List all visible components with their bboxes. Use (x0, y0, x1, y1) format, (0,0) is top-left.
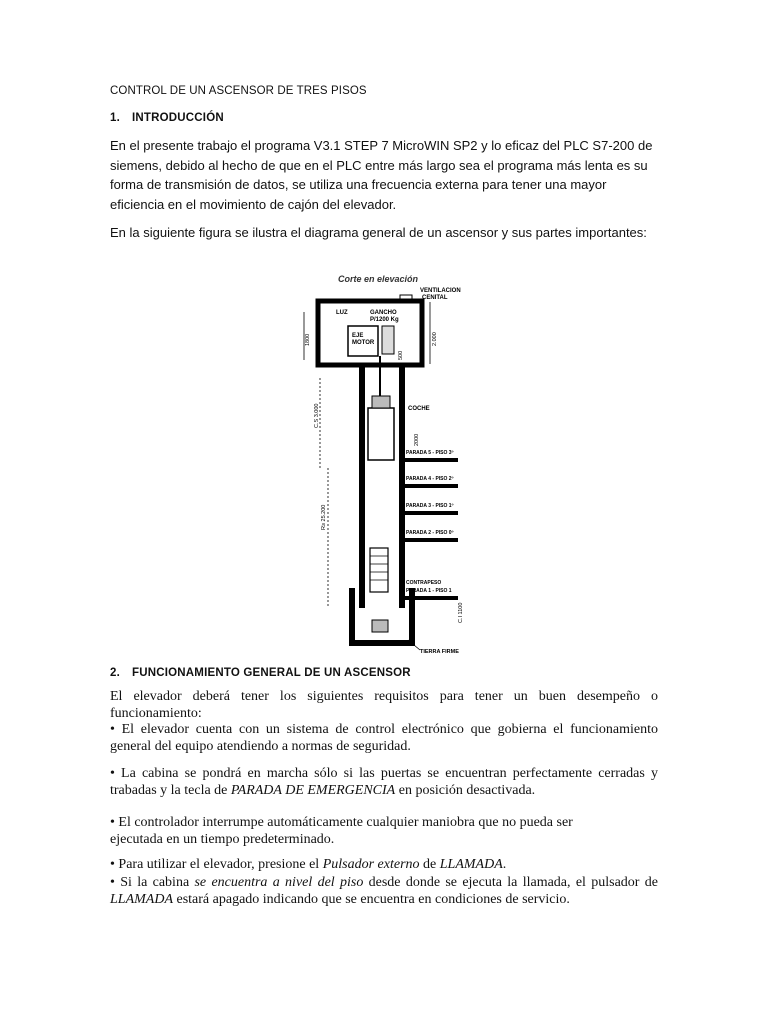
bullet-3: • El controlador interrumpe automáticamente cualquier maniobra que no pueda ser ejecutada en un tiempo predeterminado. (110, 815, 573, 847)
bullet-4-em1: Pulsador externo (322, 857, 420, 872)
label-parada1: PARADA 1 - PISO 1 (406, 588, 452, 594)
document-title: CONTROL DE UN ASCENSOR DE TRES PISOS (110, 85, 367, 97)
section1-heading-text: INTRODUCCIÓN (132, 112, 224, 124)
bullet-5-em1: se encuentra a nivel del piso (194, 875, 364, 890)
section2-intro: El elevador deberá tener los siguientes requisitos para tener un buen desempeño o funcionamiento: (110, 689, 658, 721)
bullet-4-c: . (502, 857, 507, 872)
label-coche: COCHE (408, 406, 430, 412)
dim-ci: C.I 1100 (458, 602, 464, 623)
bullet-4-a: • Para utilizar el elevador, presione el (110, 857, 323, 872)
section2-number: 2. (110, 667, 120, 679)
car (368, 408, 394, 460)
bullet-4-em2: LLAMADA (439, 857, 503, 872)
bullet-2 (110, 766, 658, 799)
label-ventilacion: VENTILACION (420, 288, 461, 294)
label-cenital: CENITAL (422, 295, 448, 301)
label-parada2: PARADA 2 - PISO 0º (406, 530, 454, 536)
label-parada4: PARADA 4 - PISO 2º (406, 476, 454, 482)
dim-500: 500 (398, 350, 404, 360)
elevator-diagram (298, 268, 470, 658)
bullet-5-b: desde donde se ejecuta la llamada, el pulsador de (363, 875, 658, 890)
bullet-4 (110, 857, 658, 874)
label-gancho-cap: P/1200 Kg (370, 317, 399, 323)
dim-rr: R≥ 25.200 (321, 504, 327, 530)
bullet-2-em: PARADA DE EMERGENCIA (230, 782, 396, 798)
label-parada3: PARADA 3 - PISO 1º (406, 503, 454, 509)
bullet-5 (110, 875, 658, 908)
section2-heading (110, 667, 411, 679)
label-gancho: GANCHO (370, 310, 397, 316)
bullet-1: • El elevador cuenta con un sistema de control electrónico que gobierna el funcionamiento general del equipo atendiendo a normas de seguridad. (110, 722, 658, 754)
bullet-4-b: de (419, 857, 440, 872)
label-contrapeso: CONTRAPESO (406, 580, 442, 586)
dim-1800: 1800 (305, 333, 311, 346)
section1-number: 1. (110, 112, 120, 124)
section2-heading-text: FUNCIONAMIENTO GENERAL DE UN ASCENSOR (132, 667, 411, 679)
label-luz: LUZ (336, 310, 348, 316)
label-parada5: PARADA 5 - PISO 3º (406, 450, 454, 456)
dim-2000-car: 2000 (414, 433, 420, 446)
figure-title: Corte en elevación (338, 274, 419, 284)
elevator-diagram-svg (298, 268, 470, 658)
bullet-5-em2: LLAMADA (110, 891, 173, 907)
bullet-5-c: estará apagado indicando que se encuentra en condiciones de servicio. (173, 891, 570, 907)
label-motor: MOTOR (352, 340, 375, 346)
bullet-2-b: en posición desactivada. (395, 782, 536, 798)
motor-drum (382, 326, 394, 354)
section1-paragraph1: En el presente trabajo el programa V3.1 STEP 7 MicroWIN SP2 y lo eficaz del PLC S7-200 de siemens, debido al hecho de que en el PLC entre más largo sea el programa más lenta es su forma de transmisión de datos, se utiliza una frecuencia externa para tener una mayor eficiencia en el movimiento de cajón del elevador. (110, 138, 653, 212)
counterweight (370, 548, 388, 592)
section1-heading (110, 112, 224, 124)
label-eje: EJE (352, 333, 364, 339)
dim-cs: C.S 3.000 (314, 403, 320, 428)
dim-2000-top: 2.000 (432, 332, 438, 346)
section1-paragraph2: En la siguiente figura se ilustra el diagrama general de un ascensor y sus partes importantes: (110, 225, 647, 240)
bullet-5-a: • Si la cabina (110, 875, 195, 890)
label-tierra: TIERRA FIRME (420, 649, 459, 655)
bullet-2-a: • La cabina se pondrá en marcha sólo si las puertas se encuentran perfectamente cerradas y trabadas y la tecla de (110, 766, 658, 798)
